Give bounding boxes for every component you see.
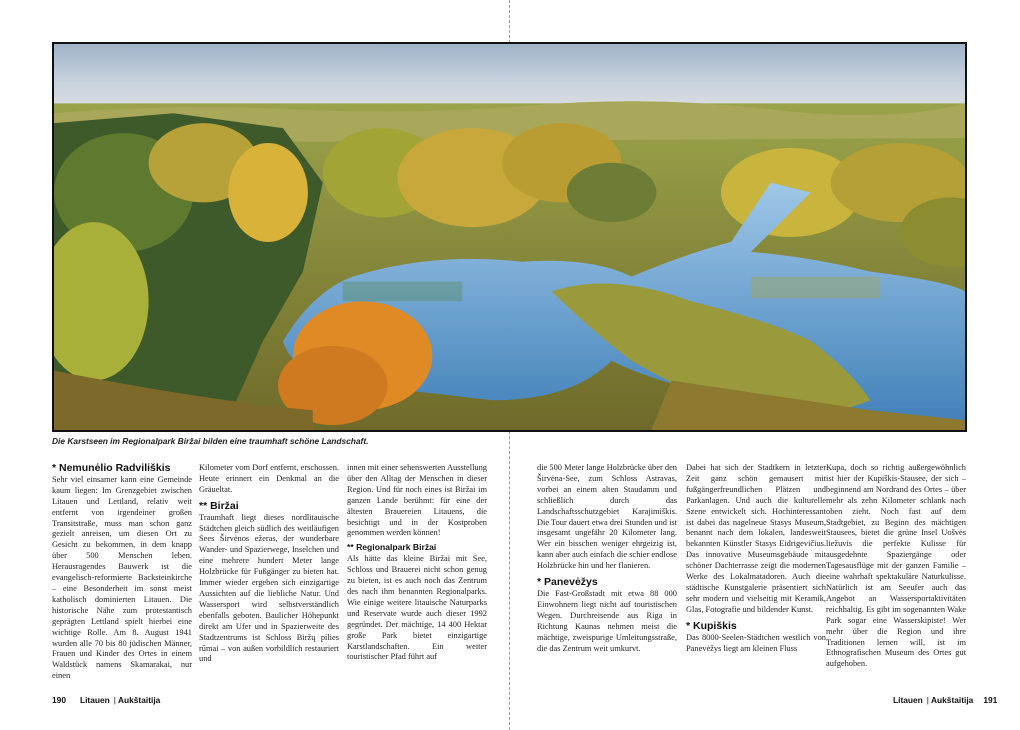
body-text: Kilometer vom Dorf entfernt, erschossen. Heute erinnert ein Denkmal an die Gräueltat. (199, 463, 339, 494)
page-number-left: 190 (52, 695, 66, 705)
section-heading-kupiskis: * Kupiškis (686, 619, 737, 632)
body-text: Kupa, doch so richtig außergewöhnlich ist hier der Kupiškis-Stausee, der sich – beginnend am Nordrand des Ortes – über mehr als zehn Kilometer schlank nach oben zieht. Noch fast auf dem Stadtgebiet, zu Beginn des mächtigen Stausees, bietet die grüne Insel Uošvės liežuvis die perfekte Kulisse für ausgedehnte Spaziergänge oder Tagesausflüge mit der ganzen Familie – eine wahrhaft spektakuläre Naturkulisse. Natürlich ist am Seeufer auch das Angebot an Wassersportaktivitäten reichhaltig. Es gibt im sogenannten Wake Park sogar eine Wasserskipiste! Wer mehr über die Region und ihre Traditionen lernen will, ist im Ethnografischen Museum des Ortes gut aufgehoben. (826, 463, 966, 669)
text-column-3 (347, 463, 487, 663)
footer-region: Aukštaitija (930, 695, 974, 705)
footer-right: Litauen | Aukštaitija 191 (893, 695, 998, 705)
body-text: Die Fast-Großstadt mit etwa 88 000 Einwohnern liegt nicht auf touristischen Wegen. Durchreisende aus Riga in Richtung Kaunas nehmen meist die mächtige, zweispurige Umleitungsstraße, die das Zentrum weit umkurvt. (537, 588, 677, 653)
section-heading-panevezys: * Panevėžys (537, 576, 598, 589)
body-text: Das 8000-Seelen-Städtchen westlich von Panevėžys liegt am kleinen Fluss (686, 632, 826, 653)
text-column-2 (199, 463, 339, 665)
body-text: Als hätte das kleine Biržai mit See, Schloss und Brauerei nicht schon genug zu bieten, ist es auch noch das Zentrum des nach ihm benannten Regionalparks. Wie einige weitere litauische Naturparks und Reservate wurde auch dieser 1992 gegründet. Der mächtige, 14 400 Hektar große Park bietet einzigartige Karstlandschaften. Ein weiter touristischer Pfad führt auf (347, 554, 487, 662)
text-column-1 (52, 463, 192, 682)
text-column-6 (826, 463, 966, 670)
section-heading-birzai: ** Biržai (199, 499, 239, 512)
body-text: innen mit einer sehenswerten Ausstellung über den Alltag der Menschen in dieser Region. Und für noch eines ist Biržai im ganzen Lande berühmt: für eine der ältesten Brauereien Litauens, die besichtigt und in der Kostproben genommen werden können! (347, 463, 487, 538)
body-text: die 500 Meter lange Holzbrücke über den Širvėna-See, zum Schloss Astravas, vorbei an einem alten Staudamm und schließlich durch das Landschaftsschutzgebiet Karajimiškis. Die Tour dauert etwa drei Stunden und ist insgesamt ungefähr 20 Kilometer lang. Wer ein bisschen weniger ehrgeizig ist, kann aber auch einfach die schier endlose Holzbrücke hin und her flanieren. (537, 463, 677, 571)
text-column-5 (686, 463, 826, 654)
landscape-photo (52, 42, 967, 432)
footer-country: Litauen (79, 695, 110, 705)
footer-country: Litauen (893, 695, 923, 705)
page-number-right: 191 (983, 695, 998, 705)
photo-caption: Die Karstseen im Regionalpark Biržai bilden eine traumhaft schöne Landschaft. (52, 436, 369, 446)
body-text: Traumhaft liegt dieses nordlitauische Städtchen gleich südlich des weitläufigen Sees Širvėnos ežeras, der wunderbare Wander- und Spazierwege, Inselchen und eine mehrere hundert Meter lange Holzbrücke für Fußgänger zu bieten hat. Immer wieder ergeben sich einzigartige Aussichten auf die liebliche Natur. Und Wassersport wird selbstverständlich ebenfalls geboten. Baulicher Höhepunkt direkt am Ufer und in Spazierweite des Stadtzentrums ist Schloss Biržų pilies rūmai – von außen vorbildlich restauriert und (199, 512, 339, 664)
footer-region: Aukštaitija (117, 695, 161, 705)
footer-left: 190 Litauen | Aukštaitija (52, 695, 161, 705)
body-text: Sehr viel einsamer kann eine Gemeinde kaum liegen: Im Grenzgebiet zwischen Litauen und Lettland, relativ weit entfernt von irgendeiner großen Transitstraße, muss man schon ganz gezielt anreisen, um diesen Ort zu Gesicht zu bekommen, in dem knapp über 500 Menschen leben. Herausragendes Bauwerk ist die evangelisch-reformierte Backsteinkirche – eine Besonderheit im sonst meist katholisch dominierten Litauen. Die historische Nähe zum protestantisch geprägten Lettland spielt hierbei eine wichtige Rolle. Am 8. August 1941 wurden alle 70 bis 80 jüdischen Männer, Frauen und Kinder des Ortes in einem Waldstück namens Skamarakai, nur einen (52, 474, 192, 681)
section-heading-nemunelio: * Nemunėlio Radviliškis (52, 462, 171, 474)
body-text: Dabei hat sich der Stadtkern in letzter Zeit ganz schön gemausert mit fußgängerfreundlichen Plätzen und Parkanlagen. Und auch die kulturelle Szene entwickelt sich. Hochinteressant ist dabei das nagelneue Stasys Museum, benannt nach dem lokalen, landesweit bekannten Künstler Stasys Eidrigevičius. Das innovative Museumsgebäude mit schöner Dachterrasse zeigt die modernen Werke des Lokalmatadoren. Auch die städtische Kunstgalerie präsentiert sich sehr modern und vielseitig mit Keramik, Glas, Fotografie und bildender Kunst. (686, 463, 826, 614)
subheading-regionalpark: ** Regionalpark Biržai (347, 542, 437, 553)
text-column-4 (537, 463, 677, 654)
